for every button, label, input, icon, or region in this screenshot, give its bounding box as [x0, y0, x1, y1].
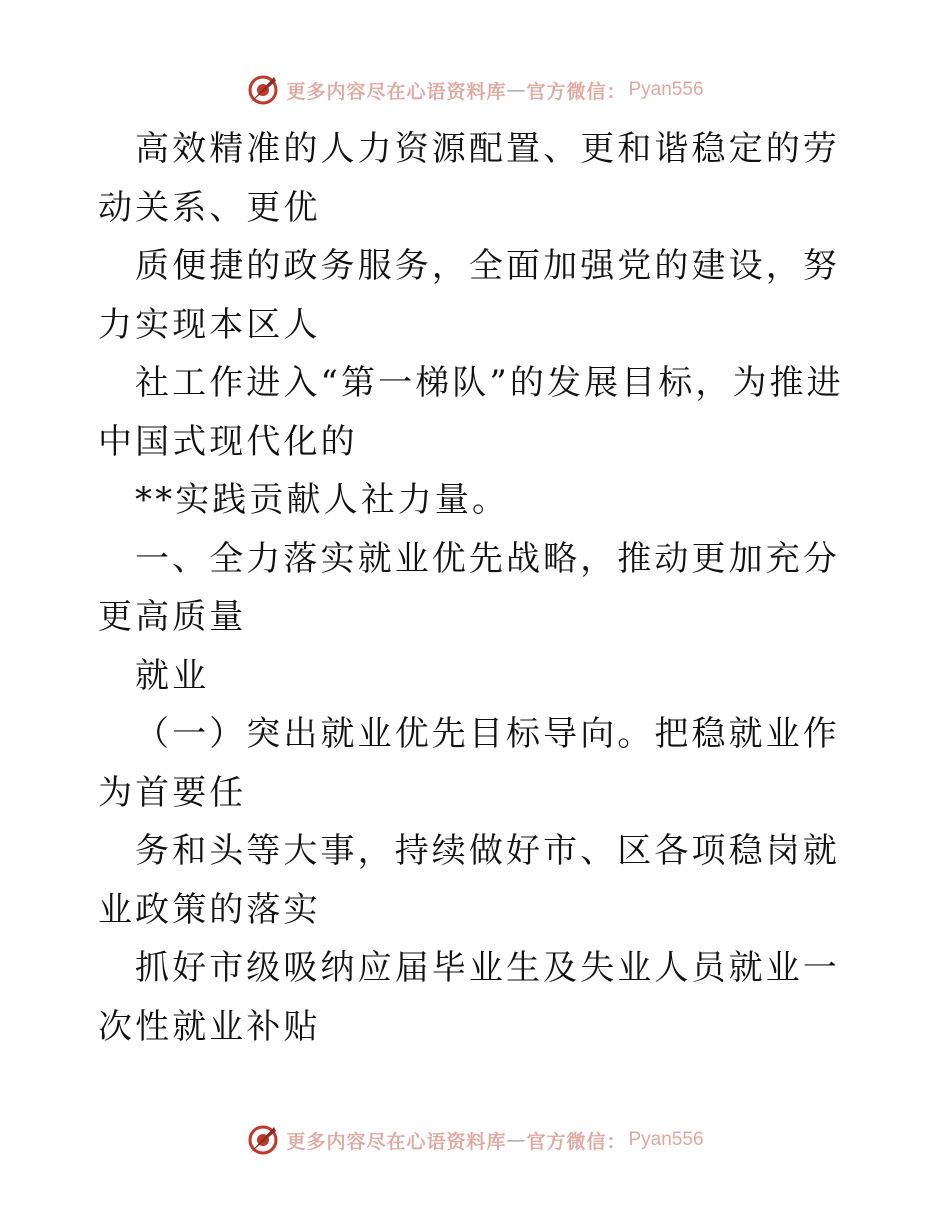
- header-wechat-label: 官方微信：: [526, 80, 627, 103]
- paragraph: 质便捷的政务服务，全面加强党的建设，努力实现本区人: [98, 246, 840, 345]
- footer-wechat-id: Pyan556: [628, 1129, 704, 1150]
- quill-logo-icon: [246, 1123, 280, 1157]
- header-wechat-id: Pyan556: [628, 79, 704, 100]
- paragraph: 高效精准的人力资源配置、更和谐稳定的劳动关系、更优: [98, 129, 840, 228]
- paragraph: （一）突出就业优先目标导向。把稳就业作为首要任: [98, 714, 840, 813]
- quill-logo-icon: [246, 73, 280, 107]
- paragraph: 一、全力落实就业优先战略，推动更加充分更高质量: [98, 538, 840, 637]
- footer-separator: —: [506, 1129, 527, 1151]
- header-separator: —: [506, 79, 527, 101]
- footer-wechat-label: 官方微信：: [526, 1130, 627, 1153]
- paragraph: **实践贡献人社力量。: [135, 480, 510, 520]
- paragraph: 就业: [135, 655, 210, 696]
- paragraph: 务和头等大事，持续做好市、区各项稳岗就业政策的落实: [98, 831, 840, 930]
- footer-banner: [0, 1120, 950, 1160]
- document-body: [98, 120, 858, 1056]
- header-banner: [0, 70, 950, 110]
- header-promo-text: 更多内容尽在心语资料库: [286, 80, 507, 103]
- paragraph: 抓好市级吸纳应届毕业生及失业人员就业一次性就业补贴: [98, 948, 840, 1047]
- paragraph: 社工作进入“第一梯队”的发展目标，为推进中国式现代化的: [98, 363, 844, 462]
- footer-promo-text: 更多内容尽在心语资料库: [286, 1130, 507, 1153]
